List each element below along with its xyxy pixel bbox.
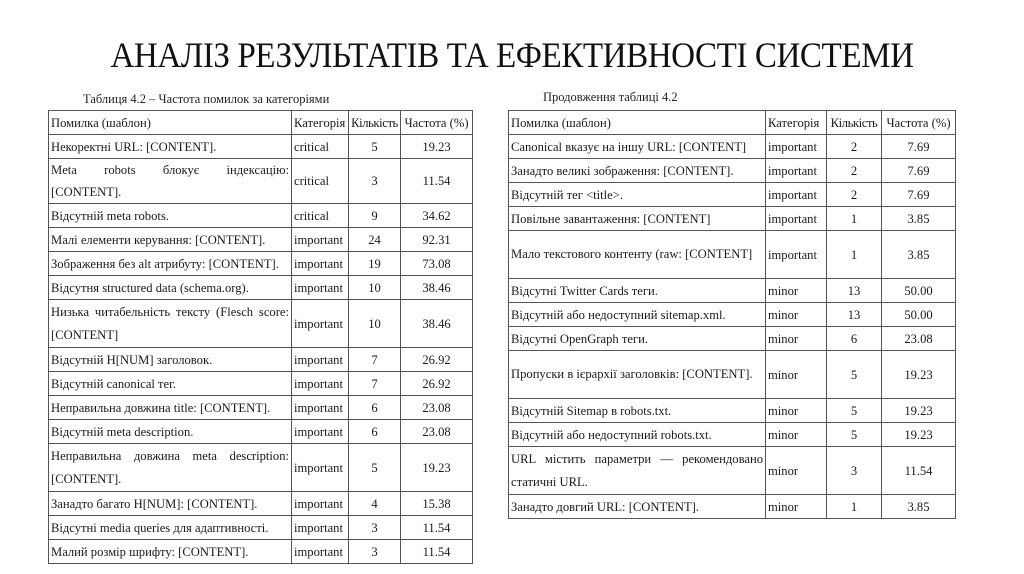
error-cell: Відсутній тег <title>. xyxy=(509,183,766,207)
count-cell: 5 xyxy=(827,351,882,399)
table-row xyxy=(49,420,473,444)
frequency-cell: 92.31 xyxy=(401,228,473,252)
count-cell: 24 xyxy=(349,228,401,252)
error-cell: Відсутній H[NUM] заголовок. xyxy=(49,348,292,372)
count-cell: 1 xyxy=(827,231,882,279)
count-cell: 3 xyxy=(349,159,401,204)
frequency-cell: 50.00 xyxy=(882,303,956,327)
count-cell: 3 xyxy=(349,516,401,540)
frequency-cell: 7.69 xyxy=(882,183,956,207)
table-row xyxy=(509,327,956,351)
header-count: Кількість xyxy=(349,111,401,135)
table-row xyxy=(509,351,956,399)
error-cell: Відсутній Sitemap в robots.txt. xyxy=(509,399,766,423)
frequency-cell: 19.23 xyxy=(882,423,956,447)
frequency-cell: 7.69 xyxy=(882,135,956,159)
frequency-cell: 38.46 xyxy=(401,300,473,348)
frequency-cell: 23.08 xyxy=(882,327,956,351)
frequency-cell: 38.46 xyxy=(401,276,473,300)
table-header-row xyxy=(49,111,473,135)
count-cell: 4 xyxy=(349,492,401,516)
header-error: Помилка (шаблон) xyxy=(49,111,292,135)
category-cell: minor xyxy=(766,423,827,447)
error-cell: Повільне завантаження: [CONTENT] xyxy=(509,207,766,231)
error-cell: Відсутній або недоступний robots.txt. xyxy=(509,423,766,447)
count-cell: 2 xyxy=(827,159,882,183)
count-cell: 5 xyxy=(349,444,401,492)
error-cell: Відсутній canonical тег. xyxy=(49,372,292,396)
error-frequency-table xyxy=(48,110,473,564)
category-cell: minor xyxy=(766,279,827,303)
right-table-caption: Продовження таблиці 4.2 xyxy=(543,90,678,104)
table-row xyxy=(509,303,956,327)
count-cell: 5 xyxy=(349,135,401,159)
header-frequency: Частота (%) xyxy=(882,111,956,135)
count-cell: 6 xyxy=(349,396,401,420)
category-cell: important xyxy=(292,228,349,252)
table-row xyxy=(49,252,473,276)
table-row xyxy=(49,348,473,372)
count-cell: 5 xyxy=(827,399,882,423)
error-cell: Малі елементи керування: [CONTENT]. xyxy=(49,228,292,252)
error-cell: Відсутні media queries для адаптивності. xyxy=(49,516,292,540)
frequency-cell: 23.08 xyxy=(401,420,473,444)
table-row xyxy=(49,276,473,300)
category-cell: critical xyxy=(292,204,349,228)
table-row xyxy=(49,228,473,252)
count-cell: 19 xyxy=(349,252,401,276)
header-error: Помилка (шаблон) xyxy=(509,111,766,135)
frequency-cell: 3.85 xyxy=(882,207,956,231)
count-cell: 13 xyxy=(827,303,882,327)
frequency-cell: 7.69 xyxy=(882,159,956,183)
frequency-cell: 3.85 xyxy=(882,495,956,519)
count-cell: 3 xyxy=(349,540,401,564)
count-cell: 1 xyxy=(827,495,882,519)
category-cell: critical xyxy=(292,135,349,159)
category-cell: important xyxy=(292,348,349,372)
table-row xyxy=(49,540,473,564)
table-row xyxy=(509,183,956,207)
category-cell: important xyxy=(766,207,827,231)
error-cell: Занадто багато H[NUM]: [CONTENT]. xyxy=(49,492,292,516)
frequency-cell: 26.92 xyxy=(401,372,473,396)
category-cell: critical xyxy=(292,159,349,204)
table-row xyxy=(49,204,473,228)
header-frequency: Частота (%) xyxy=(401,111,473,135)
frequency-cell: 34.62 xyxy=(401,204,473,228)
error-cell: Зображення без alt атрибуту: [CONTENT]. xyxy=(49,252,292,276)
count-cell: 2 xyxy=(827,135,882,159)
category-cell: important xyxy=(292,396,349,420)
error-cell: Відсутній або недоступний sitemap.xml. xyxy=(509,303,766,327)
error-cell: Пропуски в ієрархії заголовків: [CONTENT]. xyxy=(509,351,766,399)
table-row xyxy=(509,447,956,495)
error-cell: Неправильна довжина meta description: [CONTENT]. xyxy=(49,444,292,492)
table-row xyxy=(509,159,956,183)
frequency-cell: 11.54 xyxy=(401,540,473,564)
table-row xyxy=(49,396,473,420)
count-cell: 10 xyxy=(349,276,401,300)
frequency-cell: 26.92 xyxy=(401,348,473,372)
error-cell: Некоректні URL: [CONTENT]. xyxy=(49,135,292,159)
frequency-cell: 23.08 xyxy=(401,396,473,420)
category-cell: important xyxy=(292,300,349,348)
frequency-cell: 50.00 xyxy=(882,279,956,303)
count-cell: 13 xyxy=(827,279,882,303)
category-cell: minor xyxy=(766,447,827,495)
category-cell: important xyxy=(292,540,349,564)
count-cell: 3 xyxy=(827,447,882,495)
error-cell: Відсутній meta robots. xyxy=(49,204,292,228)
count-cell: 10 xyxy=(349,300,401,348)
frequency-cell: 19.23 xyxy=(882,399,956,423)
category-cell: minor xyxy=(766,351,827,399)
count-cell: 2 xyxy=(827,183,882,207)
table-row xyxy=(49,372,473,396)
category-cell: important xyxy=(292,444,349,492)
table-row xyxy=(509,279,956,303)
frequency-cell: 15.38 xyxy=(401,492,473,516)
left-table-caption: Таблиця 4.2 – Частота помилок за категоріями xyxy=(83,92,330,106)
frequency-cell: 19.23 xyxy=(882,351,956,399)
header-category: Категорія xyxy=(766,111,827,135)
table-row xyxy=(509,207,956,231)
frequency-cell: 11.54 xyxy=(401,159,473,204)
count-cell: 6 xyxy=(349,420,401,444)
table-row xyxy=(49,444,473,492)
count-cell: 7 xyxy=(349,348,401,372)
table-header-row xyxy=(509,111,956,135)
category-cell: important xyxy=(766,183,827,207)
error-cell: Малий розмір шрифту: [CONTENT]. xyxy=(49,540,292,564)
table-row xyxy=(49,159,473,204)
table-row xyxy=(49,492,473,516)
header-count: Кількість xyxy=(827,111,882,135)
category-cell: minor xyxy=(766,399,827,423)
category-cell: important xyxy=(292,420,349,444)
table-row xyxy=(509,399,956,423)
error-cell: URL містить параметри — рекомендовано статичні URL. xyxy=(509,447,766,495)
table-row xyxy=(509,135,956,159)
category-cell: minor xyxy=(766,303,827,327)
error-cell: Неправильна довжина title: [CONTENT]. xyxy=(49,396,292,420)
count-cell: 7 xyxy=(349,372,401,396)
error-cell: Мало текстового контенту (raw: [CONTENT] xyxy=(509,231,766,279)
category-cell: important xyxy=(766,135,827,159)
category-cell: important xyxy=(292,372,349,396)
category-cell: important xyxy=(292,492,349,516)
frequency-cell: 19.23 xyxy=(401,135,473,159)
header-category: Категорія xyxy=(292,111,349,135)
table-row xyxy=(509,231,956,279)
frequency-cell: 11.54 xyxy=(882,447,956,495)
error-cell: Відсутні OpenGraph теги. xyxy=(509,327,766,351)
category-cell: important xyxy=(766,159,827,183)
error-cell: Занадто великі зображення: [CONTENT]. xyxy=(509,159,766,183)
table-row xyxy=(509,495,956,519)
error-frequency-table-continued xyxy=(508,110,956,519)
table-row xyxy=(49,516,473,540)
category-cell: important xyxy=(292,252,349,276)
table-row xyxy=(509,423,956,447)
error-cell: Meta robots блокує індексацію: [CONTENT]. xyxy=(49,159,292,204)
count-cell: 1 xyxy=(827,207,882,231)
error-cell: Відсутній meta description. xyxy=(49,420,292,444)
frequency-cell: 19.23 xyxy=(401,444,473,492)
category-cell: important xyxy=(292,276,349,300)
error-cell: Canonical вказує на іншу URL: [CONTENT] xyxy=(509,135,766,159)
error-cell: Відсутні Twitter Cards теги. xyxy=(509,279,766,303)
table-row xyxy=(49,300,473,348)
count-cell: 6 xyxy=(827,327,882,351)
count-cell: 5 xyxy=(827,423,882,447)
error-cell: Відсутня structured data (schema.org). xyxy=(49,276,292,300)
category-cell: minor xyxy=(766,327,827,351)
error-cell: Низька читабельність тексту (Flesch score: [CONTENT] xyxy=(49,300,292,348)
frequency-cell: 11.54 xyxy=(401,516,473,540)
error-cell: Занадто довгий URL: [CONTENT]. xyxy=(509,495,766,519)
slide-title: АНАЛІЗ РЕЗУЛЬТАТІВ ТА ЕФЕКТИВНОСТІ СИСТЕМИ xyxy=(110,35,914,75)
frequency-cell: 73.08 xyxy=(401,252,473,276)
category-cell: minor xyxy=(766,495,827,519)
table-row xyxy=(49,135,473,159)
category-cell: important xyxy=(766,231,827,279)
category-cell: important xyxy=(292,516,349,540)
count-cell: 9 xyxy=(349,204,401,228)
frequency-cell: 3.85 xyxy=(882,231,956,279)
